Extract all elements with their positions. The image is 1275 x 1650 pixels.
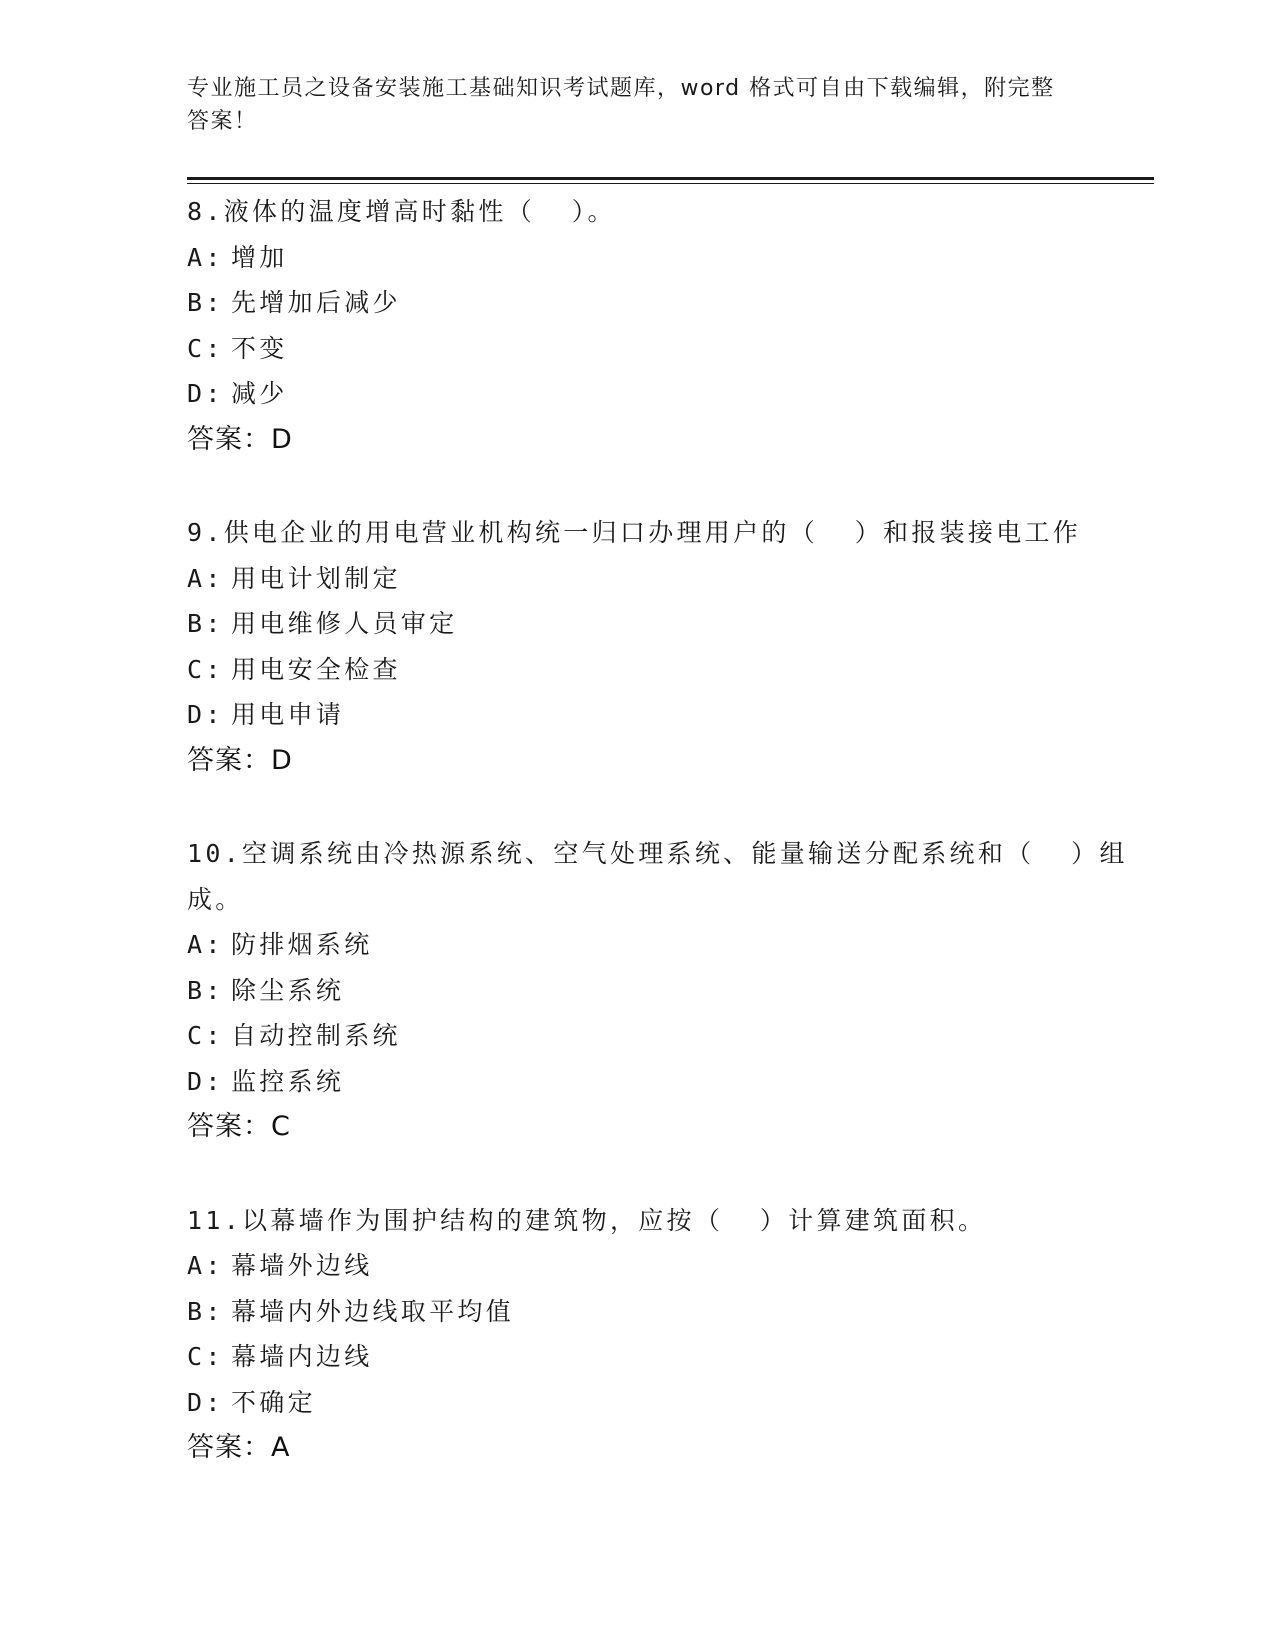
document-header: 专业施工员之设备安装施工基础知识考试题库，word 格式可自由下载编辑，附完整答案！ (187, 76, 1055, 134)
question-stem: 9.供电企业的用电营业机构统一归口办理用户的（ ）和报装接电工作 (187, 518, 1082, 547)
question-list (187, 189, 1154, 1519)
option-text: 自动控制系统 (231, 1021, 401, 1050)
question-9 (187, 510, 1154, 783)
header-divider-thin (187, 183, 1154, 184)
question-8 (187, 189, 1154, 462)
option-text: 减少 (231, 379, 288, 408)
option-d (187, 1059, 1154, 1105)
option-key: A: (187, 930, 224, 959)
option-text: 幕墙外边线 (231, 1251, 373, 1280)
option-text: 防排烟系统 (231, 930, 373, 959)
option-text: 幕墙内边线 (231, 1342, 373, 1371)
option-a (187, 922, 1154, 968)
option-text: 增加 (231, 242, 288, 272)
option-c (187, 647, 1154, 693)
option-key: D: (187, 1387, 224, 1417)
option-b (187, 280, 1154, 326)
header-divider-thick (187, 177, 1154, 180)
option-text: 不确定 (231, 1387, 316, 1417)
option-key: D: (187, 379, 224, 408)
option-b (187, 1289, 1154, 1335)
option-text: 除尘系统 (231, 975, 345, 1005)
answer-line: 答案：A (187, 1432, 291, 1463)
option-c (187, 326, 1154, 372)
option-key: A: (187, 242, 224, 272)
answer-line: 答案：C (187, 1111, 291, 1142)
option-text: 用电维修人员审定 (231, 609, 458, 638)
option-key: C: (187, 1342, 224, 1371)
option-text: 用电申请 (231, 700, 345, 729)
answer-line: 答案：D (187, 744, 293, 776)
option-key: D: (187, 700, 224, 729)
question-stem: 8.液体的温度增高时黏性（ ）。 (187, 197, 616, 226)
option-a (187, 556, 1154, 602)
question-10 (187, 831, 1154, 1150)
option-key: B: (187, 1296, 224, 1326)
option-d (187, 371, 1154, 417)
option-b (187, 601, 1154, 647)
question-stem: 10.空调系统由冷热源系统、空气处理系统、能量输送分配系统和（ ）组成。 (187, 839, 1128, 914)
option-d (187, 692, 1154, 738)
option-text: 不变 (231, 333, 288, 363)
option-c (187, 1334, 1154, 1380)
option-text: 先增加后减少 (231, 288, 401, 317)
option-d (187, 1380, 1154, 1426)
option-key: A: (187, 1251, 224, 1280)
option-key: B: (187, 288, 224, 317)
option-key: C: (187, 1021, 224, 1050)
option-a (187, 1243, 1154, 1289)
option-key: C: (187, 654, 224, 684)
option-key: D: (187, 1066, 224, 1096)
option-key: A: (187, 563, 224, 593)
question-11 (187, 1198, 1154, 1471)
option-key: B: (187, 609, 224, 638)
option-text: 用电计划制定 (231, 563, 401, 593)
option-key: B: (187, 975, 224, 1005)
option-c (187, 1013, 1154, 1059)
option-a (187, 235, 1154, 281)
option-text: 监控系统 (231, 1066, 345, 1096)
option-text: 用电安全检查 (231, 654, 401, 684)
question-stem: 11.以幕墙作为围护结构的建筑物，应按（ ）计算建筑面积。 (187, 1205, 987, 1235)
option-b (187, 968, 1154, 1014)
option-key: C: (187, 333, 224, 363)
option-text: 幕墙内外边线取平均值 (231, 1296, 515, 1326)
answer-line: 答案：D (187, 423, 293, 455)
